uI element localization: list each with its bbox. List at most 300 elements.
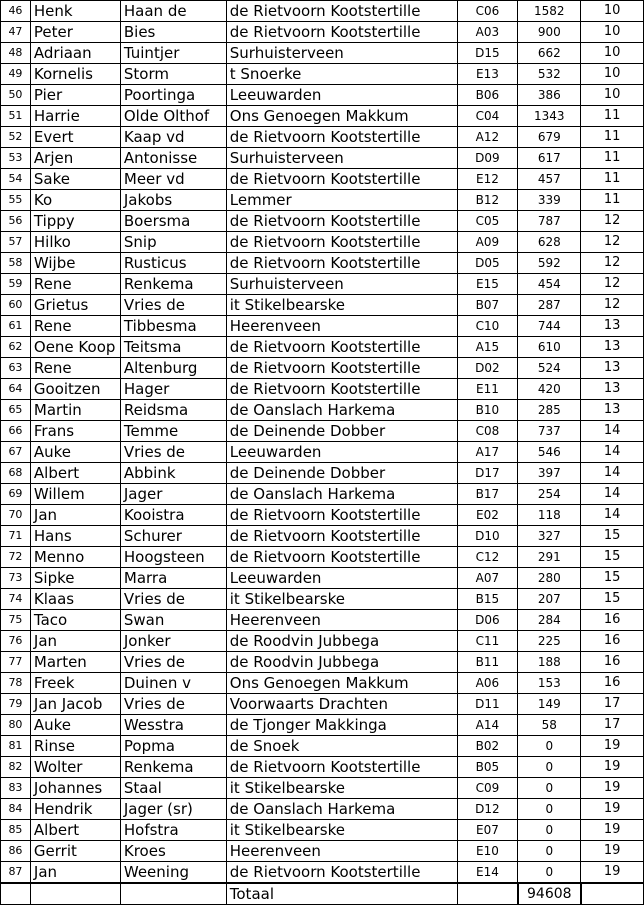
position-cell: 14 (581, 442, 644, 463)
row-number: 67 (1, 442, 31, 463)
points-cell: 149 (518, 694, 581, 715)
first-name-cell: Rene (30, 274, 120, 295)
row-number: 63 (1, 358, 31, 379)
club-cell: de Rietvoorn Kootstertille (226, 127, 457, 148)
row-number: 76 (1, 631, 31, 652)
table-row (1, 463, 644, 484)
first-name-cell: Albert (30, 463, 120, 484)
first-name-cell: Harrie (30, 106, 120, 127)
club-cell: Surhuisterveen (226, 274, 457, 295)
first-name-cell: Arjen (30, 148, 120, 169)
club-cell: Heerenveen (226, 841, 457, 862)
table-row (1, 106, 644, 127)
table-row (1, 547, 644, 568)
position-cell: 19 (581, 778, 644, 799)
code-cell: D05 (457, 253, 518, 274)
club-cell: de Deinende Dobber (226, 463, 457, 484)
row-number: 85 (1, 820, 31, 841)
first-name-cell: Jan (30, 862, 120, 884)
table-row (1, 400, 644, 421)
code-cell: E12 (457, 169, 518, 190)
points-cell: 679 (518, 127, 581, 148)
club-cell: it Stikelbearske (226, 778, 457, 799)
club-cell: Ons Genoegen Makkum (226, 106, 457, 127)
club-cell: de Rietvoorn Kootstertille (226, 547, 457, 568)
points-cell: 1343 (518, 106, 581, 127)
points-cell: 339 (518, 190, 581, 211)
total-label: Totaal (226, 883, 457, 905)
club-cell: de Oanslach Harkema (226, 400, 457, 421)
last-name-cell: Kroes (120, 841, 226, 862)
table-row (1, 631, 644, 652)
last-name-cell: Jonker (120, 631, 226, 652)
row-number: 49 (1, 64, 31, 85)
code-cell: C06 (457, 1, 518, 22)
last-name-cell: Meer vd (120, 169, 226, 190)
code-cell: B11 (457, 652, 518, 673)
row-number: 61 (1, 316, 31, 337)
table-row (1, 43, 644, 64)
code-cell: D15 (457, 43, 518, 64)
points-cell: 900 (518, 22, 581, 43)
table-row (1, 442, 644, 463)
first-name-cell: Frans (30, 421, 120, 442)
code-cell: B07 (457, 295, 518, 316)
code-cell: B15 (457, 589, 518, 610)
last-name-cell: Tibbesma (120, 316, 226, 337)
club-cell: de Rietvoorn Kootstertille (226, 526, 457, 547)
first-name-cell: Gerrit (30, 841, 120, 862)
position-cell: 13 (581, 316, 644, 337)
points-cell: 0 (518, 778, 581, 799)
table-row (1, 862, 644, 884)
table-row (1, 337, 644, 358)
first-name-cell: Freek (30, 673, 120, 694)
total-row (1, 883, 644, 905)
row-number: 58 (1, 253, 31, 274)
row-number: 54 (1, 169, 31, 190)
row-number: 62 (1, 337, 31, 358)
table-row (1, 778, 644, 799)
club-cell: de Rietvoorn Kootstertille (226, 379, 457, 400)
last-name-cell: Bies (120, 22, 226, 43)
points-cell: 327 (518, 526, 581, 547)
code-cell: C12 (457, 547, 518, 568)
position-cell: 11 (581, 148, 644, 169)
last-name-cell: Jager (sr) (120, 799, 226, 820)
last-name-cell: Renkema (120, 274, 226, 295)
table-row (1, 358, 644, 379)
last-name-cell: Vries de (120, 694, 226, 715)
position-cell: 10 (581, 64, 644, 85)
code-cell: E14 (457, 862, 518, 884)
club-cell: it Stikelbearske (226, 820, 457, 841)
position-cell: 12 (581, 274, 644, 295)
code-cell: D02 (457, 358, 518, 379)
code-cell: A03 (457, 22, 518, 43)
points-cell: 532 (518, 64, 581, 85)
row-number: 48 (1, 43, 31, 64)
last-name-cell: Teitsma (120, 337, 226, 358)
first-name-cell: Hans (30, 526, 120, 547)
club-cell: t Snoerke (226, 64, 457, 85)
table-row (1, 64, 644, 85)
position-cell: 19 (581, 820, 644, 841)
table-row (1, 169, 644, 190)
club-cell: de Roodvin Jubbega (226, 652, 457, 673)
points-cell: 454 (518, 274, 581, 295)
first-name-cell: Peter (30, 22, 120, 43)
position-cell: 10 (581, 1, 644, 22)
total-value: 94608 (518, 883, 581, 905)
last-name-cell: Olde Olthof (120, 106, 226, 127)
total-empty-cell (581, 883, 644, 905)
last-name-cell: Reidsma (120, 400, 226, 421)
club-cell: Heerenveen (226, 316, 457, 337)
first-name-cell: Jan Jacob (30, 694, 120, 715)
points-cell: 285 (518, 400, 581, 421)
last-name-cell: Popma (120, 736, 226, 757)
points-cell: 280 (518, 568, 581, 589)
table-row (1, 694, 644, 715)
table-row (1, 232, 644, 253)
club-cell: de Rietvoorn Kootstertille (226, 1, 457, 22)
row-number: 51 (1, 106, 31, 127)
row-number: 83 (1, 778, 31, 799)
code-cell: C09 (457, 778, 518, 799)
club-cell: it Stikelbearske (226, 295, 457, 316)
table-row (1, 1, 644, 22)
code-cell: E02 (457, 505, 518, 526)
points-cell: 662 (518, 43, 581, 64)
points-cell: 118 (518, 505, 581, 526)
position-cell: 16 (581, 610, 644, 631)
club-cell: de Rietvoorn Kootstertille (226, 862, 457, 884)
code-cell: B12 (457, 190, 518, 211)
position-cell: 10 (581, 43, 644, 64)
points-cell: 287 (518, 295, 581, 316)
code-cell: A09 (457, 232, 518, 253)
last-name-cell: Tuintjer (120, 43, 226, 64)
code-cell: B06 (457, 85, 518, 106)
points-cell: 225 (518, 631, 581, 652)
table-row (1, 589, 644, 610)
position-cell: 13 (581, 379, 644, 400)
points-cell: 207 (518, 589, 581, 610)
row-number: 60 (1, 295, 31, 316)
row-number: 69 (1, 484, 31, 505)
position-cell: 11 (581, 106, 644, 127)
position-cell: 14 (581, 505, 644, 526)
position-cell: 16 (581, 673, 644, 694)
code-cell: C04 (457, 106, 518, 127)
club-cell: de Rietvoorn Kootstertille (226, 169, 457, 190)
points-cell: 546 (518, 442, 581, 463)
table-row (1, 505, 644, 526)
club-cell: Ons Genoegen Makkum (226, 673, 457, 694)
row-number: 71 (1, 526, 31, 547)
last-name-cell: Jakobs (120, 190, 226, 211)
code-cell: D12 (457, 799, 518, 820)
last-name-cell: Duinen v (120, 673, 226, 694)
first-name-cell: Gooitzen (30, 379, 120, 400)
code-cell: A07 (457, 568, 518, 589)
code-cell: C11 (457, 631, 518, 652)
points-cell: 291 (518, 547, 581, 568)
code-cell: B10 (457, 400, 518, 421)
first-name-cell: Wolter (30, 757, 120, 778)
points-cell: 0 (518, 862, 581, 884)
points-cell: 457 (518, 169, 581, 190)
club-cell: it Stikelbearske (226, 589, 457, 610)
last-name-cell: Marra (120, 568, 226, 589)
position-cell: 13 (581, 400, 644, 421)
last-name-cell: Boersma (120, 211, 226, 232)
code-cell: E13 (457, 64, 518, 85)
points-cell: 628 (518, 232, 581, 253)
total-empty-cell (120, 883, 226, 905)
row-number: 80 (1, 715, 31, 736)
last-name-cell: Snip (120, 232, 226, 253)
first-name-cell: Rene (30, 316, 120, 337)
code-cell: E15 (457, 274, 518, 295)
first-name-cell: Kornelis (30, 64, 120, 85)
table-row (1, 652, 644, 673)
first-name-cell: Auke (30, 442, 120, 463)
position-cell: 19 (581, 862, 644, 884)
total-empty-cell (1, 883, 31, 905)
code-cell: C05 (457, 211, 518, 232)
table-row (1, 274, 644, 295)
code-cell: D06 (457, 610, 518, 631)
row-number: 84 (1, 799, 31, 820)
points-cell: 787 (518, 211, 581, 232)
points-cell: 254 (518, 484, 581, 505)
row-number: 75 (1, 610, 31, 631)
club-cell: de Rietvoorn Kootstertille (226, 22, 457, 43)
table-row (1, 799, 644, 820)
table-row (1, 757, 644, 778)
first-name-cell: Sipke (30, 568, 120, 589)
code-cell: A17 (457, 442, 518, 463)
row-number: 59 (1, 274, 31, 295)
table-row (1, 610, 644, 631)
row-number: 73 (1, 568, 31, 589)
table-row (1, 379, 644, 400)
first-name-cell: Klaas (30, 589, 120, 610)
row-number: 52 (1, 127, 31, 148)
position-cell: 13 (581, 358, 644, 379)
row-number: 56 (1, 211, 31, 232)
first-name-cell: Tippy (30, 211, 120, 232)
position-cell: 12 (581, 211, 644, 232)
position-cell: 12 (581, 295, 644, 316)
points-cell: 1582 (518, 1, 581, 22)
row-number: 79 (1, 694, 31, 715)
position-cell: 15 (581, 589, 644, 610)
first-name-cell: Wijbe (30, 253, 120, 274)
table-row (1, 736, 644, 757)
position-cell: 19 (581, 799, 644, 820)
last-name-cell: Vries de (120, 295, 226, 316)
points-cell: 524 (518, 358, 581, 379)
row-number: 68 (1, 463, 31, 484)
first-name-cell: Pier (30, 85, 120, 106)
points-cell: 617 (518, 148, 581, 169)
club-cell: de Tjonger Makkinga (226, 715, 457, 736)
club-cell: Surhuisterveen (226, 148, 457, 169)
position-cell: 15 (581, 526, 644, 547)
last-name-cell: Renkema (120, 757, 226, 778)
position-cell: 10 (581, 85, 644, 106)
points-cell: 153 (518, 673, 581, 694)
club-cell: de Oanslach Harkema (226, 799, 457, 820)
last-name-cell: Vries de (120, 442, 226, 463)
first-name-cell: Johannes (30, 778, 120, 799)
code-cell: D10 (457, 526, 518, 547)
code-cell: D11 (457, 694, 518, 715)
last-name-cell: Staal (120, 778, 226, 799)
position-cell: 19 (581, 736, 644, 757)
club-cell: Leeuwarden (226, 85, 457, 106)
row-number: 72 (1, 547, 31, 568)
position-cell: 15 (581, 568, 644, 589)
code-cell: A12 (457, 127, 518, 148)
row-number: 50 (1, 85, 31, 106)
points-cell: 420 (518, 379, 581, 400)
last-name-cell: Temme (120, 421, 226, 442)
total-empty-cell (30, 883, 120, 905)
position-cell: 19 (581, 841, 644, 862)
position-cell: 17 (581, 715, 644, 736)
table-row (1, 127, 644, 148)
last-name-cell: Abbink (120, 463, 226, 484)
code-cell: C08 (457, 421, 518, 442)
code-cell: B05 (457, 757, 518, 778)
row-number: 66 (1, 421, 31, 442)
points-cell: 0 (518, 820, 581, 841)
last-name-cell: Hoogsteen (120, 547, 226, 568)
first-name-cell: Hendrik (30, 799, 120, 820)
table-row (1, 190, 644, 211)
points-cell: 610 (518, 337, 581, 358)
first-name-cell: Evert (30, 127, 120, 148)
position-cell: 11 (581, 127, 644, 148)
club-cell: de Deinende Dobber (226, 421, 457, 442)
table-row (1, 715, 644, 736)
position-cell: 11 (581, 169, 644, 190)
points-cell: 284 (518, 610, 581, 631)
last-name-cell: Poortinga (120, 85, 226, 106)
table-row (1, 568, 644, 589)
club-cell: de Snoek (226, 736, 457, 757)
table-row (1, 526, 644, 547)
code-cell: A14 (457, 715, 518, 736)
last-name-cell: Kooistra (120, 505, 226, 526)
row-number: 46 (1, 1, 31, 22)
table-row (1, 211, 644, 232)
club-cell: Voorwaarts Drachten (226, 694, 457, 715)
last-name-cell: Rusticus (120, 253, 226, 274)
points-cell: 397 (518, 463, 581, 484)
club-cell: Heerenveen (226, 610, 457, 631)
code-cell: D17 (457, 463, 518, 484)
points-cell: 744 (518, 316, 581, 337)
code-cell: C10 (457, 316, 518, 337)
position-cell: 11 (581, 190, 644, 211)
code-cell: D09 (457, 148, 518, 169)
row-number: 77 (1, 652, 31, 673)
position-cell: 12 (581, 232, 644, 253)
table-row (1, 841, 644, 862)
club-cell: Lemmer (226, 190, 457, 211)
last-name-cell: Wesstra (120, 715, 226, 736)
first-name-cell: Willem (30, 484, 120, 505)
club-cell: de Oanslach Harkema (226, 484, 457, 505)
code-cell: E11 (457, 379, 518, 400)
position-cell: 17 (581, 694, 644, 715)
code-cell: A06 (457, 673, 518, 694)
first-name-cell: Oene Koop (30, 337, 120, 358)
points-cell: 386 (518, 85, 581, 106)
row-number: 55 (1, 190, 31, 211)
last-name-cell: Weening (120, 862, 226, 884)
row-number: 70 (1, 505, 31, 526)
row-number: 53 (1, 148, 31, 169)
last-name-cell: Jager (120, 484, 226, 505)
club-cell: de Roodvin Jubbega (226, 631, 457, 652)
club-cell: Surhuisterveen (226, 43, 457, 64)
last-name-cell: Storm (120, 64, 226, 85)
first-name-cell: Sake (30, 169, 120, 190)
points-cell: 737 (518, 421, 581, 442)
table-row (1, 85, 644, 106)
points-cell: 58 (518, 715, 581, 736)
position-cell: 15 (581, 547, 644, 568)
code-cell: E07 (457, 820, 518, 841)
first-name-cell: Adriaan (30, 43, 120, 64)
club-cell: de Rietvoorn Kootstertille (226, 337, 457, 358)
table-row (1, 22, 644, 43)
last-name-cell: Swan (120, 610, 226, 631)
row-number: 57 (1, 232, 31, 253)
first-name-cell: Henk (30, 1, 120, 22)
row-number: 74 (1, 589, 31, 610)
last-name-cell: Hofstra (120, 820, 226, 841)
club-cell: de Rietvoorn Kootstertille (226, 253, 457, 274)
last-name-cell: Antonisse (120, 148, 226, 169)
code-cell: B02 (457, 736, 518, 757)
table-row (1, 316, 644, 337)
points-cell: 0 (518, 736, 581, 757)
table-row (1, 820, 644, 841)
row-number: 86 (1, 841, 31, 862)
points-cell: 592 (518, 253, 581, 274)
table-body (1, 1, 644, 905)
row-number: 65 (1, 400, 31, 421)
first-name-cell: Ko (30, 190, 120, 211)
position-cell: 14 (581, 484, 644, 505)
position-cell: 16 (581, 652, 644, 673)
row-number: 81 (1, 736, 31, 757)
first-name-cell: Jan (30, 631, 120, 652)
first-name-cell: Albert (30, 820, 120, 841)
last-name-cell: Vries de (120, 652, 226, 673)
club-cell: Leeuwarden (226, 442, 457, 463)
points-cell: 0 (518, 799, 581, 820)
position-cell: 14 (581, 463, 644, 484)
club-cell: de Rietvoorn Kootstertille (226, 505, 457, 526)
